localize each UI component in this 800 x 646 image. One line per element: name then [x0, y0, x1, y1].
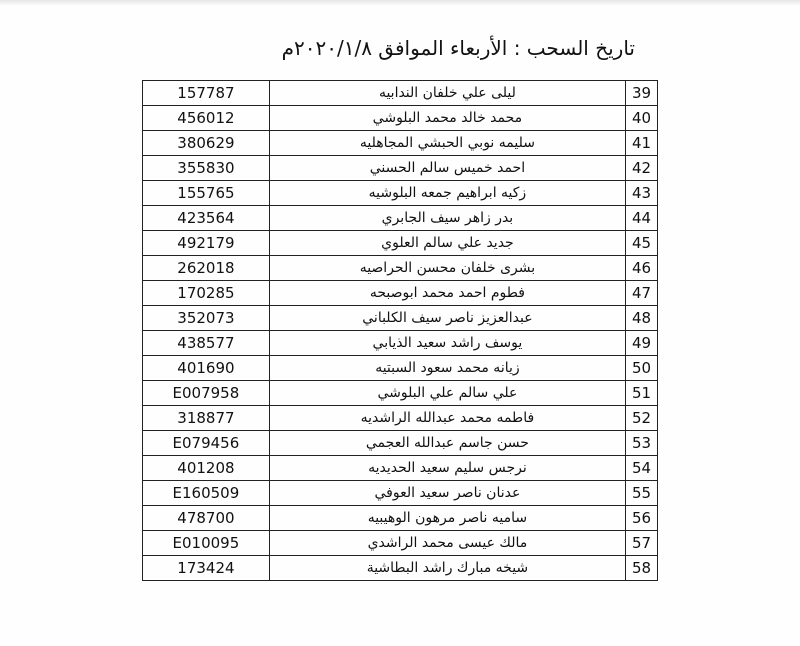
id-cell: 423564	[143, 206, 270, 231]
id-cell: 401690	[143, 356, 270, 381]
name-cell: سليمه نوبي الحبشي المجاهليه	[269, 131, 625, 156]
id-cell: 170285	[143, 281, 270, 306]
table-row	[143, 506, 658, 531]
number-cell: 42	[626, 156, 658, 181]
id-cell: 318877	[143, 406, 270, 431]
table-row	[143, 531, 658, 556]
name-cell: ليلى علي خلفان الندابيه	[269, 81, 625, 106]
name-cell: عبدالعزيز ناصر سيف الكلباني	[269, 306, 625, 331]
number-cell: 44	[626, 206, 658, 231]
name-cell: بشرى خلفان محسن الحراصيه	[269, 256, 625, 281]
id-cell: E079456	[143, 431, 270, 456]
draw-results-table	[142, 80, 658, 581]
name-cell: زكيه ابراهيم جمعه البلوشيه	[269, 181, 625, 206]
id-cell: 173424	[143, 556, 270, 581]
number-cell: 57	[626, 531, 658, 556]
table-row	[143, 131, 658, 156]
number-cell: 58	[626, 556, 658, 581]
name-cell: محمد خالد محمد البلوشي	[269, 106, 625, 131]
name-cell: فاطمه محمد عبدالله الراشديه	[269, 406, 625, 431]
name-cell: زيانه محمد سعود السبتيه	[269, 356, 625, 381]
draw-date-title: تاريخ السحب : الأربعاء الموافق ٢٠٢٠/١/٨م	[281, 36, 635, 60]
table-row	[143, 306, 658, 331]
number-cell: 41	[626, 131, 658, 156]
number-cell: 51	[626, 381, 658, 406]
table-row	[143, 456, 658, 481]
id-cell: 456012	[143, 106, 270, 131]
id-cell: E160509	[143, 481, 270, 506]
id-cell: E010095	[143, 531, 270, 556]
table-row	[143, 231, 658, 256]
id-cell: 380629	[143, 131, 270, 156]
name-cell: حسن جاسم عبدالله العجمي	[269, 431, 625, 456]
number-cell: 53	[626, 431, 658, 456]
table-row	[143, 406, 658, 431]
number-cell: 54	[626, 456, 658, 481]
number-cell: 56	[626, 506, 658, 531]
number-cell: 52	[626, 406, 658, 431]
id-cell: 492179	[143, 231, 270, 256]
number-cell: 45	[626, 231, 658, 256]
table-row	[143, 81, 658, 106]
id-cell: 157787	[143, 81, 270, 106]
table-row	[143, 381, 658, 406]
draw-results-body	[143, 81, 658, 581]
id-cell: E007958	[143, 381, 270, 406]
name-cell: جديد علي سالم العلوي	[269, 231, 625, 256]
name-cell: احمد خميس سالم الحسني	[269, 156, 625, 181]
name-cell: مالك عيسى محمد الراشدي	[269, 531, 625, 556]
name-cell: ساميه ناصر مرهون الوهيبيه	[269, 506, 625, 531]
name-cell: فطوم احمد محمد ابوصبحه	[269, 281, 625, 306]
table-row	[143, 356, 658, 381]
table-row	[143, 181, 658, 206]
name-cell: شيخه مبارك راشد البطاشية	[269, 556, 625, 581]
number-cell: 43	[626, 181, 658, 206]
page-top-edge	[0, 0, 800, 6]
table-row	[143, 481, 658, 506]
number-cell: 55	[626, 481, 658, 506]
id-cell: 352073	[143, 306, 270, 331]
table-row	[143, 331, 658, 356]
name-cell: بدر زاهر سيف الجابري	[269, 206, 625, 231]
name-cell: علي سالم علي البلوشي	[269, 381, 625, 406]
number-cell: 39	[626, 81, 658, 106]
table-row	[143, 106, 658, 131]
table-row	[143, 556, 658, 581]
name-cell: يوسف راشد سعيد الذيابي	[269, 331, 625, 356]
number-cell: 46	[626, 256, 658, 281]
number-cell: 49	[626, 331, 658, 356]
number-cell: 47	[626, 281, 658, 306]
number-cell: 50	[626, 356, 658, 381]
id-cell: 155765	[143, 181, 270, 206]
id-cell: 438577	[143, 331, 270, 356]
name-cell: نرجس سليم سعيد الحديديه	[269, 456, 625, 481]
name-cell: عدنان ناصر سعيد العوفي	[269, 481, 625, 506]
id-cell: 478700	[143, 506, 270, 531]
table-row	[143, 431, 658, 456]
id-cell: 262018	[143, 256, 270, 281]
id-cell: 401208	[143, 456, 270, 481]
table-row	[143, 256, 658, 281]
table-row	[143, 156, 658, 181]
table-row	[143, 281, 658, 306]
number-cell: 40	[626, 106, 658, 131]
id-cell: 355830	[143, 156, 270, 181]
table-row	[143, 206, 658, 231]
number-cell: 48	[626, 306, 658, 331]
